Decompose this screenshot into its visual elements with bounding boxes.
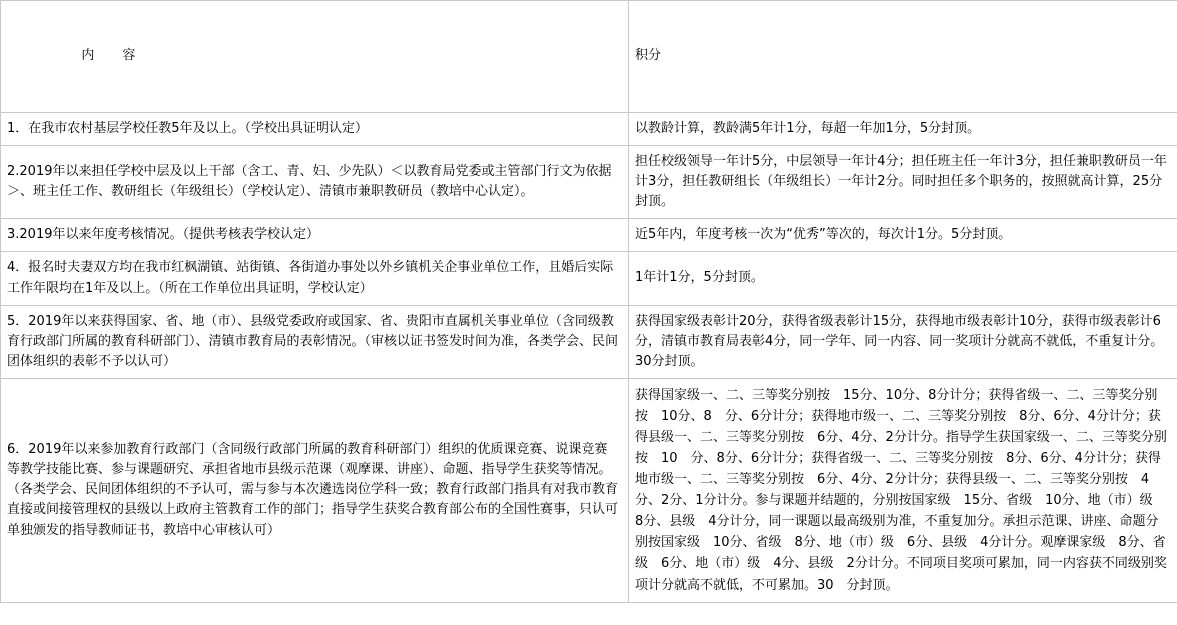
table-body [1, 112, 1177, 602]
row-score: 获得国家级一、二、三等奖分别按 15分、10分、8分计分；获得省级一、二、三等奖分别按 10分、8 分、6分计分；获得地市级一、二、三等奖分别按 8分、6分、4分计分；获得县级一、二、三等奖分别按 6分、4分、2分计分。指导学生获国家级一、二、三等奖分别按 10 分、8分、6分计分；获得省级一、二、三等奖分别按 8分、6分、4分计分；获得地市级一、二、三等奖分别按 6分、4分、2分计分；获得县级一、二、三等奖分别按 4分、2分、1分计分。参与课题并结题的，分别按国家级 15分、省级 10分、地（市）级 8分、县级 4分计分，同一课题以最高级别为准，不重复加分。承担示范课、讲座、命题分别按国家级 10分、省级 8分、地（市）级 6分、县级 4分计分。观摩课家级 8分、省级 6分、地（市）级 4分、县级 2分计分。不同项目奖项可累加，同一内容获不同级别奖项计分就高不就低，不可累加。30 分封顶。 [629, 379, 1177, 602]
row-score: 1年计1分，5分封顶。 [629, 252, 1177, 305]
table-row [1, 252, 1177, 305]
column-header-content [1, 1, 629, 113]
table-row [1, 219, 1177, 252]
table-row [1, 145, 1177, 218]
column-header-content-char-2: 容 [122, 48, 136, 64]
table-header-row [1, 1, 1177, 113]
row-content: 5．2019年以来获得国家、省、地（市）、县级党委政府或国家、省、贵阳市直属机关事业单位（含同级教育行政部门所属的教育科研部门）、清镇市教育局的表彰情况。（审核以证书签发时间为准，各类学会、民间团体组织的表彰不予以认可） [1, 305, 629, 378]
row-score: 以教龄计算，教龄满5年计1分，每超一年加1分，5分封顶。 [629, 112, 1177, 145]
table-row [1, 379, 1177, 602]
column-header-content-char-1: 内 [81, 48, 95, 64]
row-score: 担任校级领导一年计5分，中层领导一年计4分；担任班主任一年计3分，担任兼职教研员一年计3分，担任教研组长（年级组长）一年计2分。同时担任多个职务的，按照就高计算，25分封顶。 [629, 145, 1177, 218]
row-content: 1．在我市农村基层学校任教5年及以上。（学校出具证明认定） [1, 112, 629, 145]
table-row [1, 112, 1177, 145]
row-score: 获得国家级表彰计20分，获得省级表彰计15分，获得地市级表彰计10分，获得市级表彰计6分，清镇市教育局表彰4分，同一学年、同一内容、同一奖项计分就高不就低，不重复计分。30分封顶。 [629, 305, 1177, 378]
row-score: 近5年内，年度考核一次为“优秀”等次的，每次计1分。5分封顶。 [629, 219, 1177, 252]
row-content: 2.2019年以来担任学校中层及以上干部（含工、青、妇、少先队）＜以教育局党委或主管部门行文为依据＞、班主任工作、教研组长（年级组长）（学校认定）、清镇市兼职教研员（教培中心认定）。 [1, 145, 629, 218]
row-content: 6．2019年以来参加教育行政部门（含同级行政部门所属的教育科研部门）组织的优质课竞赛、说课竞赛等教学技能比赛、参与课题研究、承担省地市县级示范课（观摩课、讲座）、命题、指导学生获奖等情况。（各类学会、民间团体组织的不予认可，需与参与本次遴选岗位学科一致；教育行政部门指具有对我市教育直接或间接管理权的县级以上政府主管教育工作的部门；指导学生获奖合教育部公布的全国性赛事，只认可单独颁发的指导教师证书，教培中心审核认可） [1, 379, 629, 602]
column-header-score: 积分 [629, 1, 1177, 113]
row-content: 3.2019年以来年度考核情况。（提供考核表学校认定） [1, 219, 629, 252]
row-content: 4．报名时夫妻双方均在我市红枫湖镇、站街镇、各街道办事处以外乡镇机关企事业单位工作，且婚后实际工作年限均在1年及以上。（所在工作单位出具证明，学校认定） [1, 252, 629, 305]
table-row [1, 305, 1177, 378]
